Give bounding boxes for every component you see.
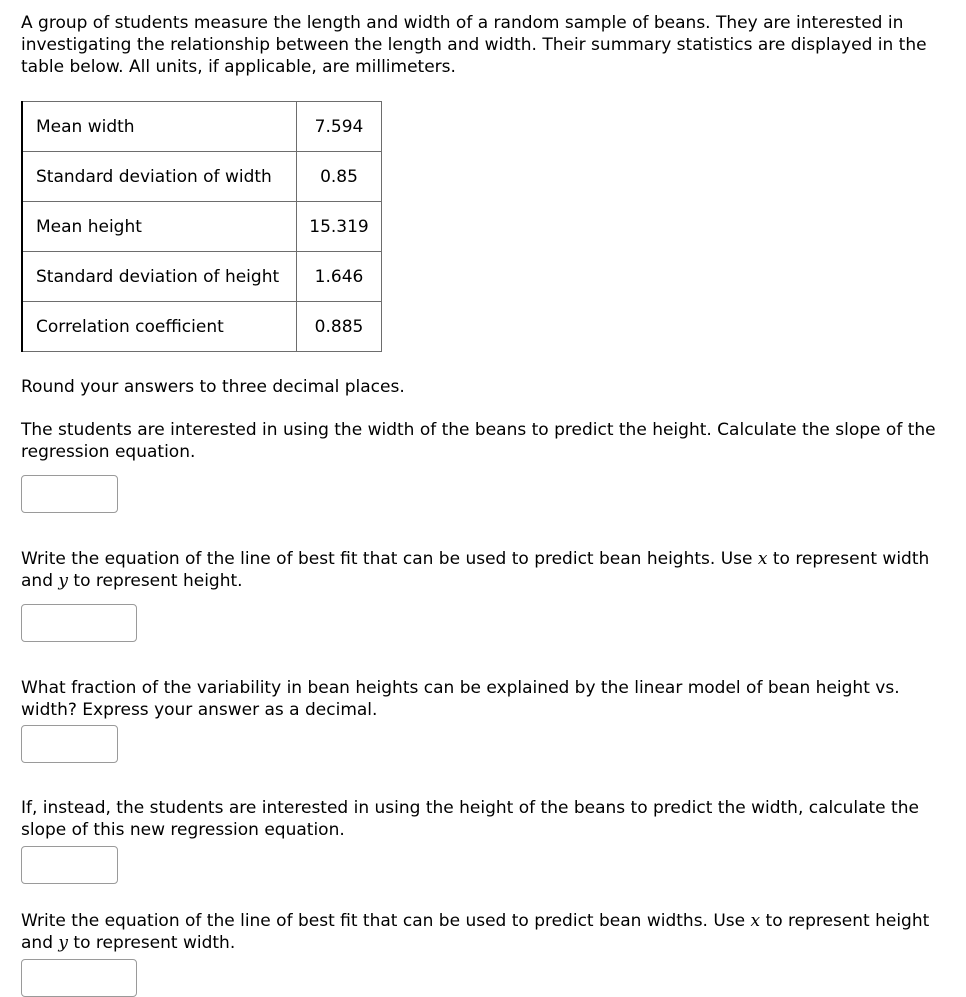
- question-text-part: to represent height.: [68, 571, 243, 591]
- question-text-part: to represent height and: [21, 911, 930, 953]
- row-label: Mean width: [22, 102, 297, 152]
- question-page: [21, 12, 946, 997]
- row-label: Standard deviation of height: [22, 252, 297, 302]
- table-row: [22, 202, 382, 252]
- question-slope-width: If, instead, the students are interested in using the height of the beans to predict the width, calculate the slope of this new regression equation.: [21, 798, 919, 840]
- question-text-part: to represent width.: [68, 933, 236, 953]
- table-row: [22, 302, 382, 352]
- equation-width-answer-input[interactable]: [21, 959, 137, 997]
- table-row: [22, 152, 382, 202]
- row-label: Mean height: [22, 202, 297, 252]
- question-text-part: Write the equation of the line of best fit that can be used to predict bean heights. Use: [21, 549, 758, 569]
- row-label: Standard deviation of width: [22, 152, 297, 202]
- rounding-instruction: Round your answers to three decimal places.: [21, 377, 405, 397]
- math-variable-x: x: [750, 911, 761, 931]
- question-equation-height: [21, 548, 946, 592]
- question-slope-height: The students are interested in using the width of the beans to predict the height. Calculate the slope of the regression equation.: [21, 420, 936, 462]
- intro-text: A group of students measure the length and width of a random sample of beans. They are interested in investigating the relationship between the length and width. Their summary statistics are displayed in the table below. All units, if applicable, are millimeters.: [21, 13, 927, 77]
- r-squared-answer-input[interactable]: [21, 725, 118, 763]
- row-value: 7.594: [297, 102, 382, 152]
- slope-height-answer-input[interactable]: [21, 475, 118, 513]
- question-equation-width: [21, 910, 946, 954]
- slope-width-answer-input[interactable]: [21, 846, 118, 884]
- question-text-part: to represent width and: [21, 549, 930, 591]
- row-label: Correlation coefficient: [22, 302, 297, 352]
- table-row: [22, 102, 382, 152]
- row-value: 0.85: [297, 152, 382, 202]
- summary-statistics-table: [21, 101, 382, 352]
- question-text-part: Write the equation of the line of best fit that can be used to predict bean widths. Use: [21, 911, 751, 931]
- math-variable-x: x: [757, 549, 768, 569]
- row-value: 0.885: [297, 302, 382, 352]
- equation-height-answer-input[interactable]: [21, 604, 137, 642]
- question-r-squared: What fraction of the variability in bean heights can be explained by the linear model of bean height vs. width? Express your answer as a decimal.: [21, 678, 900, 720]
- math-variable-y: y: [58, 571, 68, 591]
- math-variable-y: y: [58, 933, 68, 953]
- row-value: 15.319: [297, 202, 382, 252]
- table-row: [22, 252, 382, 302]
- row-value: 1.646: [297, 252, 382, 302]
